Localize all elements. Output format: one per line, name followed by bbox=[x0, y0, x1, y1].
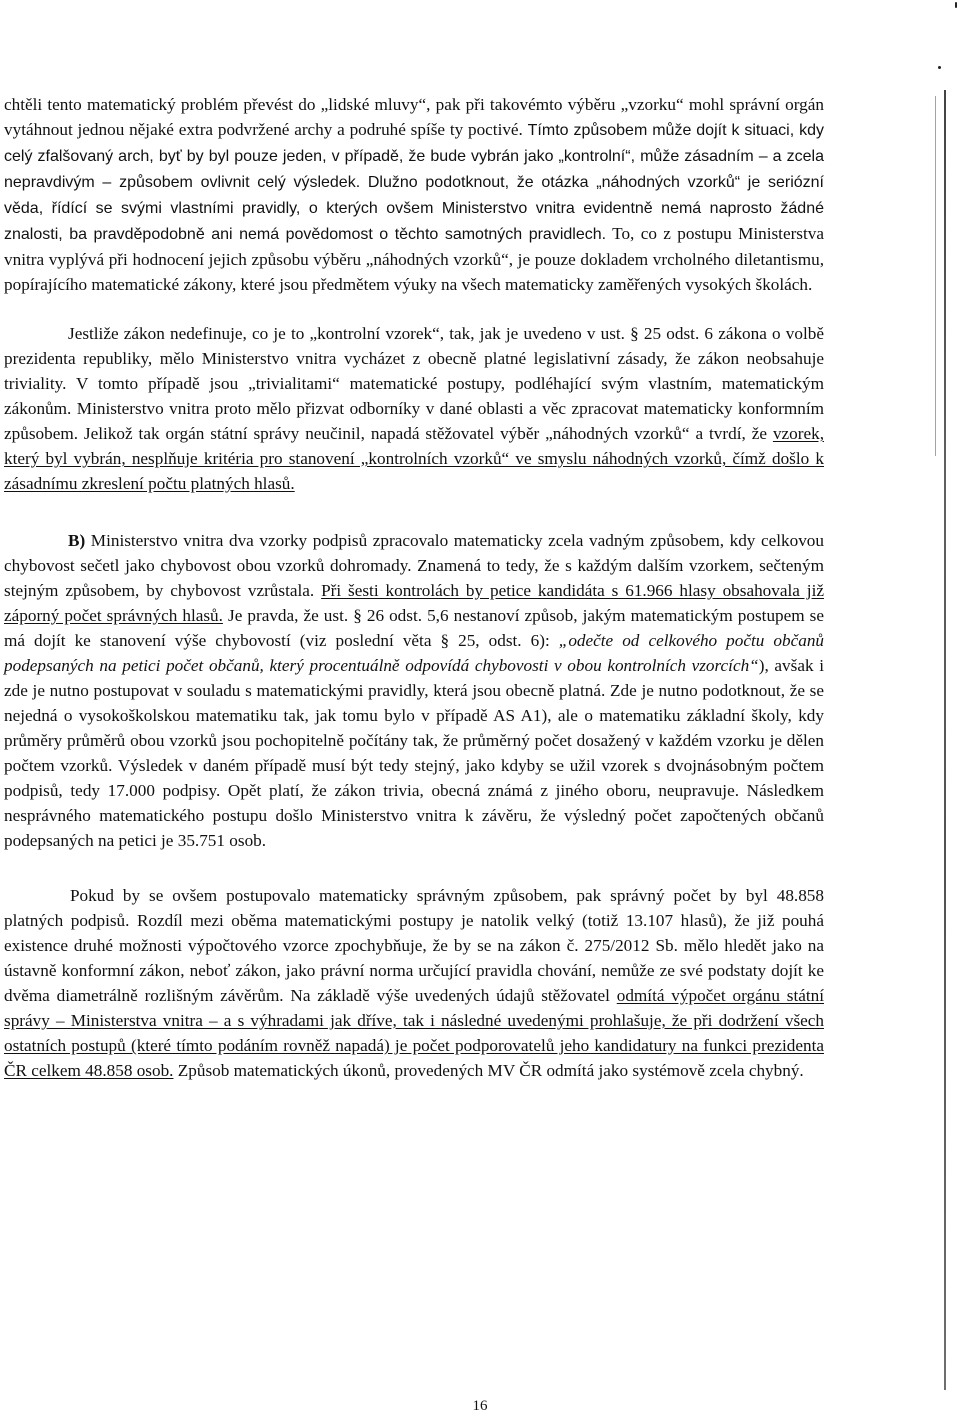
paragraph-1-serif: chtěli tento matematický problém převést do „lidské mluvy“, pak při takovémto výběru „vzorku“ mohl správní orgán vytáhnout jednou nějaké extra podvržené archy a podruhé spíše ty poctivé. bbox=[4, 95, 824, 139]
scan-speck bbox=[955, 2, 957, 8]
paragraph-2 bbox=[4, 321, 824, 496]
paragraph-1 bbox=[4, 92, 824, 297]
paragraph-1-sans: Tímto způsobem může dojít k situaci, kdy celý zfalšovaný arch, byť by byl pouze jeden, v případě, že bude vybrán jako „kontrolní“, může zásadním – a zcela nepravdivým – způsobem ovlivnit celý výsledek. Dlužno podotknout, že otázka „náhodných vzorků“ je seriózní věda, řídící se svými vlastními pravidly, o kterých ovšem Ministerstvo vnitra evidentně nemá naprosto žádné znalosti, ba pravděpodobně ani nemá povědomost o těchto samotných pravidlech. bbox=[4, 122, 824, 243]
paragraph-3 bbox=[4, 528, 824, 853]
paragraph-3-underlined: Při šesti kontrolách by petice kandidáta s 61.966 hlasy obsahovala již záporný počet správných hlasů. bbox=[4, 581, 824, 625]
scan-edge-line-inner bbox=[935, 96, 936, 456]
paragraph-2-text: Jestliže zákon nedefinuje, co je to „kontrolní vzorek“, tak, jak je uvedeno v ust. § 25 odst. 6 zákona o volbě prezidenta republiky, mělo Ministerstvo vnitra vycházet z obecně platné legislativní zásady, že zákon neobsahuje triviality. V tomto případě jsou „trivialitami“ matematické postupy, podléhající svým vlastním, matematickým zákonům. Ministerstvo vnitra proto mělo přizvat odborníky v dané oblasti a věc zpracovat matematicky konformním způsobem. Jelikož tak orgán státní správy neučinil, napadá stěžovatel výběr „náhodných vzorků“ a tvrdí, že bbox=[4, 324, 824, 443]
paragraph-4-text-1: Pokud by se ovšem postupovalo matematicky správným způsobem, pak správný počet by byl 48.858 platných podpisů. Rozdíl mezi oběma matematickými postupy je natolik velký (totiž 13.107 hlasů), že již pouhá existence druhé možnosti výpočtového vzorce zpochybňuje, že by se na zákon č. 275/2012 Sb. mělo hledět jako na ústavně konformní zákon, neboť zákon, jako právní norma určující pravidla chování, nemůže ze své podstaty dojít ke dvěma diametrálně rozlišným závěrům. Na základě výše uvedených údajů stěžovatel bbox=[4, 886, 824, 1005]
scan-edge-line bbox=[944, 90, 946, 1390]
paragraph-3-text-3: ), avšak i zde je nutno postupovat v souladu s matematickými pravidly, která jsou obecně platná. Zde je nutno podotknout, že se nejedná o vysokoškolskou matematiku tak, jak tomu bylo v případě AS A1), ale o matematiku základní školy, kdy průměry průměrů obou vzorků jsou pochopitelně počítány tak, že průměrný počet dosažený v každém vzorku je dělen počtem vzorků. Výsledek v daném případě musí být tedy stejný, jako kdyby se užil vzorek s dvojnásobným počtem podpisů, tedy 17.000 podpisy. Opět platí, že zákon trivia, obecná známá z jiného oboru, neupravuje. Následkem nesprávného matematického postupu došlo Ministerstvo vnitra k závěru, že výsledný počet započtených občanů podepsaných na petici je 35.751 osob. bbox=[4, 656, 824, 850]
paragraph-1-end: To, co z postupu Ministerstva vnitra vyplývá při hodnocení jejich způsobu výběru „náhodných vzorků“, je pouze dokladem vrcholného diletantismu, popírajícího matematické zákony, které jsou předmětem výuky na všech matematicky zaměřených vysokých školách. bbox=[4, 224, 824, 294]
paragraph-4-text-2: Způsob matematických úkonů, provedených MV ČR odmítá jako systémově zcela chybný. bbox=[173, 1061, 804, 1080]
scan-speck bbox=[938, 66, 941, 69]
paragraph-4 bbox=[4, 883, 824, 1083]
section-label-b: B) bbox=[68, 531, 86, 550]
paragraph-3-italic-quote: „odečte od celkového počtu občanů podepsaných na petici počet občanů, který procentuálně odpovídá chybovosti v obou kontrolních vzorcích“ bbox=[4, 631, 825, 675]
paragraph-2-underlined: vzorek, který byl vybrán, nesplňuje kritéria pro stanovení „kontrolních vzorků“ ve smyslu náhodných vzorků, čímž došlo k zásadnímu zkreslení počtu platných hlasů. bbox=[4, 424, 824, 493]
paragraph-4-underlined: odmítá výpočet orgánu státní správy – Ministerstva vnitra – a s výhradami jak dříve, tak i následné uvedenými prohlašuje, že při dodržení všech ostatních postupů (které tímto podáním rovněž napadá) je počet podporovatelů jeho kandidatury na funkci prezidenta ČR celkem 48.858 osob. bbox=[4, 986, 824, 1080]
paragraph-3-text-2: Je pravda, že ust. § 26 odst. 5,6 nestanoví způsob, jakým matematickým postupem se má dojít ke stanovení výše chybovostí (viz poslední věta § 25, odst. 6): bbox=[4, 606, 824, 650]
paragraph-3-text-1: Ministerstvo vnitra dva vzorky podpisů zpracovalo matematicky zcela vadným způsobem, kdy celkovou chybovost sečetl jako chybovost obou vzorků dohromady. Znamená to tedy, že s každým dalším vzorkem, sečteným stejným způsobem, by chybovost vzrůstala. bbox=[4, 531, 824, 600]
document-body bbox=[4, 92, 824, 1083]
page-number: 16 bbox=[472, 1398, 488, 1414]
